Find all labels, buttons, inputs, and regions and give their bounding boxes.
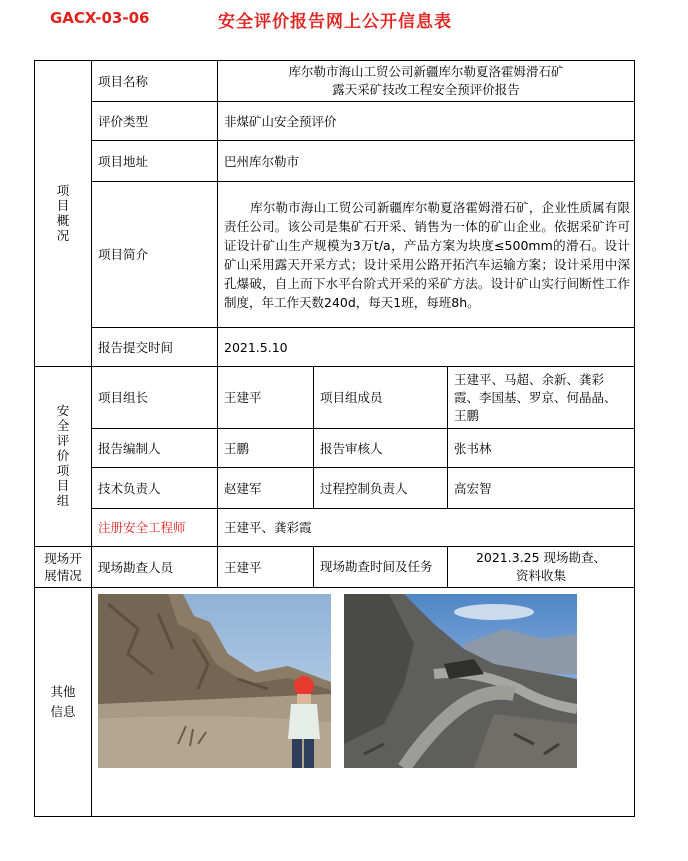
reviewer-value: 张书林: [448, 429, 635, 468]
author-value: 王鹏: [218, 429, 314, 468]
site-photo-2: [344, 594, 577, 773]
type-label: 评价类型: [92, 102, 218, 141]
survey-time-label: 现场勘查时间及任务: [314, 547, 448, 588]
project-name-value: 库尔勒市海山工贸公司新疆库尔勒夏洛霍姆滑石矿 露天采矿技改工程安全预评价报告: [218, 61, 635, 102]
project-name-label: 项目名称: [92, 61, 218, 102]
submit-time-label: 报告提交时间: [92, 328, 218, 367]
page-title: 安全评价报告网上公开信息表: [218, 12, 452, 32]
team-section-label: 安全评价项目组: [35, 367, 92, 547]
author-label: 报告编制人: [92, 429, 218, 468]
overview-section-label: 项目概况: [35, 61, 92, 367]
submit-time-value: 2021.5.10: [218, 328, 635, 367]
type-value: 非煤矿山安全预评价: [218, 102, 635, 141]
document-code: GACX-03-06: [50, 9, 150, 27]
site-photo-1: [98, 594, 331, 773]
process-lead-label: 过程控制负责人: [314, 468, 448, 509]
process-lead-value: 高宏智: [448, 468, 635, 509]
members-label: 项目组成员: [314, 367, 448, 429]
intro-value: 库尔勒市海山工贸公司新疆库尔勒夏洛霍姆滑石矿，企业性质属有限责任公司。该公司是集矿石开采、销售为一体的矿山企业。依据采矿许可证设计矿山生产规模为3万t/a，产品方案为块度≤500mm的滑石。设计矿山采用露天开采方式；设计采用公路开拓汽车运输方案；设计采用中深孔爆破，自上而下水平台阶式开采的采矿方法。设计矿山实行间断性工作制度，年工作天数240d，每天1班，每班8h。: [218, 182, 635, 328]
info-table: [34, 60, 635, 817]
address-value: 巴州库尔勒市: [218, 141, 635, 182]
reviewer-label: 报告审核人: [314, 429, 448, 468]
members-value: 王建平、马超、余新、龚彩霞、李国基、罗京、何晶晶、王鹏: [448, 367, 635, 429]
site-section-label: 现场开展情况: [35, 547, 92, 588]
tech-lead-value: 赵建军: [218, 468, 314, 509]
engineer-value: 王建平、龚彩霞: [218, 509, 635, 547]
survey-time-value: 2021.3.25 现场勘查、 资料收集: [448, 547, 635, 588]
leader-value: 王建平: [218, 367, 314, 429]
leader-label: 项目组长: [92, 367, 218, 429]
engineer-label: 注册安全工程师: [92, 509, 218, 547]
other-section-label: 其他信息: [35, 588, 92, 817]
inspector-value: 王建平: [218, 547, 314, 588]
intro-label: 项目简介: [92, 182, 218, 328]
tech-lead-label: 技术负责人: [92, 468, 218, 509]
address-label: 项目地址: [92, 141, 218, 182]
inspector-label: 现场勘查人员: [92, 547, 218, 588]
photos-cell: [92, 588, 635, 817]
